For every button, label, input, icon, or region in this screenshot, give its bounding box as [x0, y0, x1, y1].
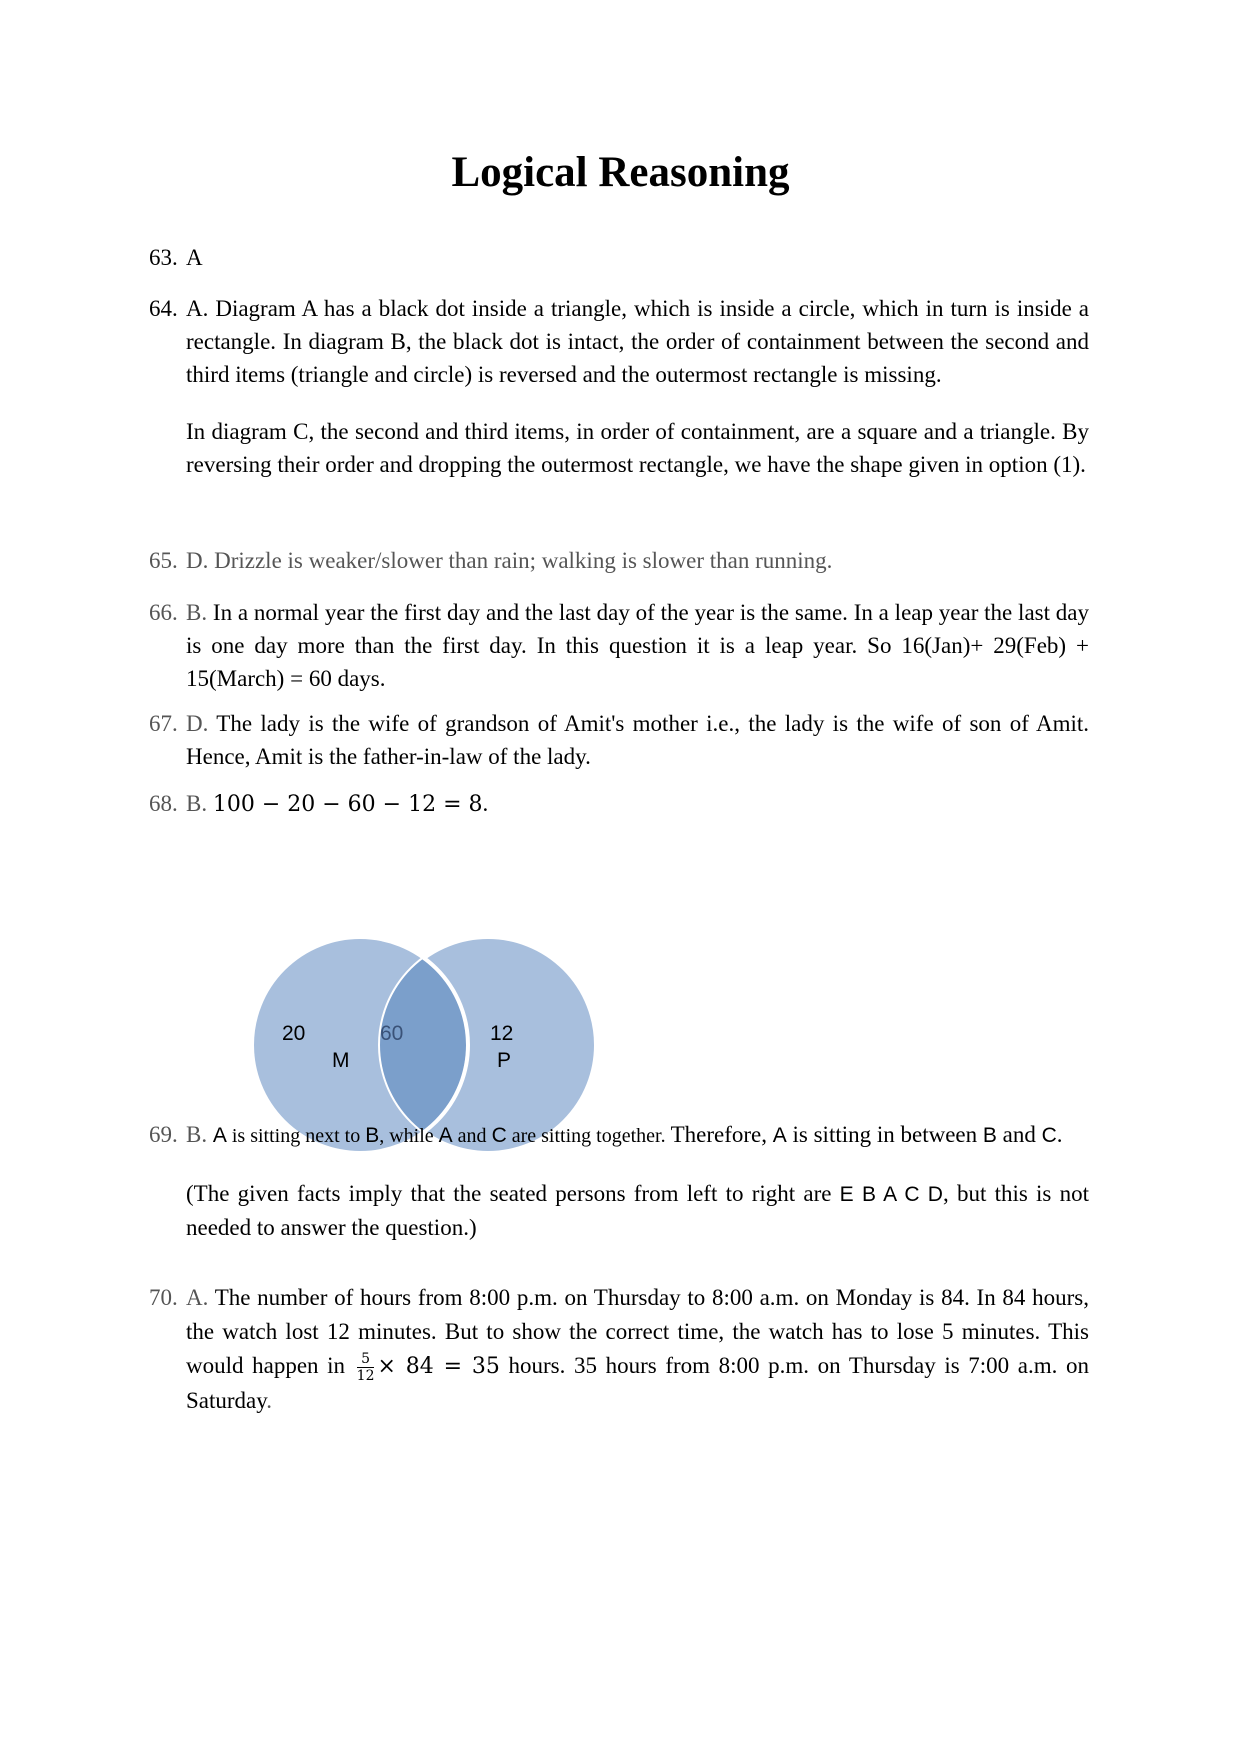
full-stop: .: [482, 791, 489, 816]
answer-letter: D.: [186, 711, 209, 736]
page-title: Logical Reasoning: [451, 149, 790, 196]
fraction-numerator: 5: [357, 1352, 375, 1368]
answer-68: [149, 787, 1089, 821]
answer-67: [149, 707, 1089, 773]
question-number: 65.: [149, 548, 178, 573]
question-number: 66.: [149, 600, 178, 625]
explanation-text: , but this is not needed to answer the question.): [186, 1181, 1089, 1240]
answer-63: [149, 241, 1089, 274]
equation: × 84 = 35: [377, 1354, 500, 1379]
fraction-denominator: 12: [356, 1368, 375, 1385]
explanation-paragraph: A. Diagram A has a black dot inside a triangle, which is inside a circle, which in turn is inside a rectangle. In diagram B, the black dot is intact, the order of containment between the second and third items (triangle and circle) is reversed and the outermost rectangle is missing.: [186, 296, 1089, 387]
venn-p-label: P: [497, 1049, 512, 1072]
explanation-text: The lady is the wife of grandson of Amit's mother i.e., the lady is the wife of son of Amit. Hence, Amit is the father-in-law of the lady.: [186, 711, 1089, 769]
answer-text: A: [186, 245, 203, 270]
question-number: 68.: [149, 791, 178, 816]
person-a: A: [438, 1124, 453, 1147]
venn-p-only-value: 12: [490, 1022, 514, 1045]
explanation-paragraph: In diagram C, the second and third items, in order of containment, are a square and a triangle. By reversing their order and dropping the outermost rectangle, we have the shape given in option (1).: [186, 419, 1089, 477]
question-number: 70.: [149, 1285, 178, 1310]
explanation-paragraph: D. Drizzle is weaker/slower than rain; walking is slower than running.: [186, 548, 833, 573]
explanation-text: In a normal year the first day and the last day of the year is the same. In a leap year the last day is one day more than the first day. In this question it is a leap year. So 16(Jan)+ 29(Feb) + 15(March) = 60 days.: [186, 600, 1090, 691]
text-run: is sitting next to: [226, 1125, 366, 1147]
question-number: 64.: [149, 296, 178, 321]
answer-65: [149, 544, 1089, 577]
explanation-text: (The given facts imply that the seated persons from left to right are: [186, 1181, 840, 1206]
text-run: Therefore,: [670, 1122, 773, 1147]
answer-66: [149, 596, 1089, 695]
venn-m-label: M: [332, 1049, 350, 1072]
venn-m-only-value: 20: [282, 1022, 306, 1045]
text-run: are sitting together.: [506, 1125, 671, 1147]
person-a: A: [212, 1124, 227, 1147]
text-run: , while: [379, 1125, 439, 1147]
person-c: C: [1041, 1124, 1057, 1147]
person-b: B: [982, 1124, 997, 1147]
person-c: C: [491, 1124, 507, 1147]
text-run: is sitting in between: [786, 1122, 983, 1147]
question-number: 69.: [149, 1122, 178, 1147]
person-b: B: [365, 1124, 380, 1147]
question-number: 63.: [149, 245, 178, 270]
fraction: [357, 1352, 375, 1383]
answer-64: [149, 292, 1089, 481]
venn-both-value: 60: [380, 1022, 404, 1045]
answer-letter: B.: [186, 1122, 208, 1147]
text-run: .: [1056, 1122, 1063, 1147]
equation: 100 − 20 − 60 − 12 = 8: [212, 792, 483, 817]
seating-order: E B A C D: [839, 1183, 943, 1206]
text-run: and: [452, 1125, 492, 1147]
explanation-text: The number of hours from 8:00 p.m. on Thursday to 8:00 a.m. on Monday is 84. In 84 hours, the watch lost 12 minutes. But to show the correct time, the watch has to lose 5 minutes. This would happen in: [186, 1285, 1089, 1378]
answer-letter: A.: [186, 1285, 209, 1310]
text-run: and: [996, 1122, 1042, 1147]
answer-letter: B.: [186, 600, 208, 625]
answer-70: [149, 1281, 1089, 1418]
explanation-text: hours. 35 hours from 8:00 p.m. on Thursday is 7:00 a.m. on Saturday: [186, 1353, 1089, 1413]
full-stop: .: [266, 1388, 273, 1413]
person-a: A: [772, 1124, 787, 1147]
answer-letter: B.: [186, 791, 208, 816]
question-number: 67.: [149, 711, 178, 736]
answer-69: [149, 1118, 1089, 1244]
